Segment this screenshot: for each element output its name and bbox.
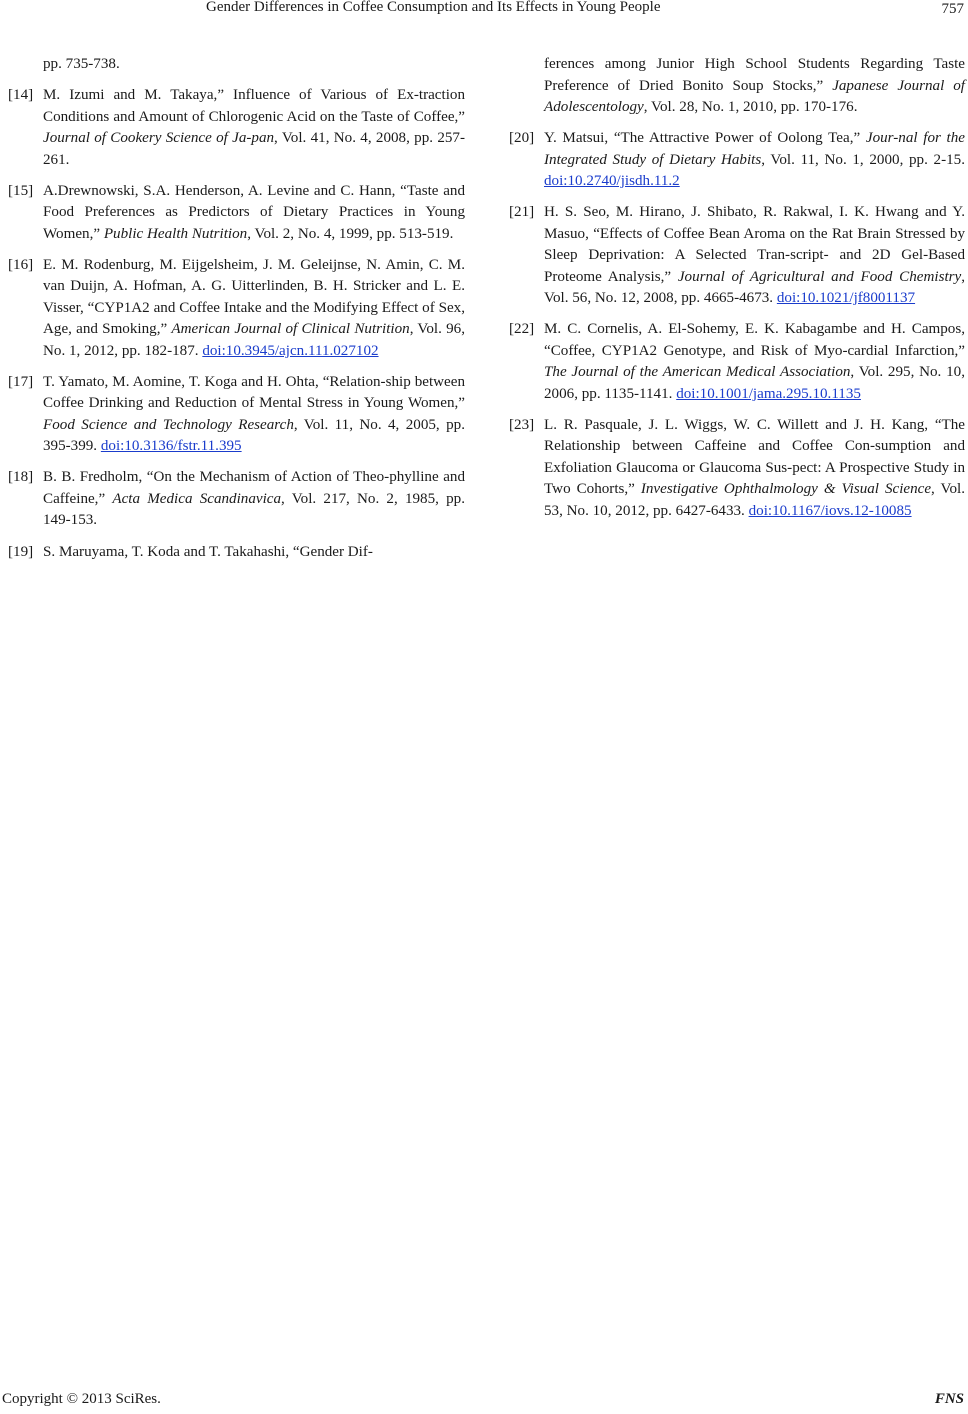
reference-text: , Vol. 11, No. 1, 2000, pp. 2-15. [761,151,965,168]
reference-text: , Vol. 96, No. 1, 2012, pp. 182-187. [43,321,465,359]
reference-text: E. M. Rodenburg, M. Eijgelsheim, J. M. Geleijnse, N. Amin, C. M. van Duijn, A. Hofman, A. G. Uitterlinden, B. H. Stricker and L. E. Visser, “CYP1A2 and Coffee Intake and the Modifying Effect of Sex, Age, and Smoking,” [43,256,465,338]
copyright-notice: Copyright © 2013 SciRes. [2,1391,161,1407]
reference-text: A.Drewnowski, S.A. Henderson, A. Levine and C. Hann, “Taste and Food Preferences as Predictors of Dietary Practices in Young Women,” [43,182,465,242]
journal-name: Food Science and Technology Research [43,416,294,433]
doi-link[interactable]: doi:10.1001/jama.295.10.1135 [676,385,861,402]
reference-text: , Vol. 11, No. 4, 2005, pp. 395-399. [43,416,465,455]
doi-link[interactable]: doi:10.1167/iovs.12-10085 [748,502,912,519]
reference-entry [8,542,465,564]
reference-text: , Vol. 41, No. 4, 2008, pp. 257-261. [43,130,465,168]
reference-text: pp. 735-738. [43,56,120,72]
journal-name: Investigative Ophthalmology & Visual Science [640,481,932,498]
reference-text: , Vol. 2, No. 4, 1999, pp. 513-519. [247,225,454,242]
reference-entry [509,202,965,310]
reference-number: [18] [8,469,34,486]
reference-number: [15] [8,182,34,199]
reference-entry [8,467,465,532]
reference-text: , Vol. 28, No. 1, 2010, pp. 170-176. [643,99,858,115]
reference-text: , Vol. 217, No. 2, 1985, pp. 149-153. [43,490,465,529]
reference-text: S. Maruyama, T. Koda and T. Takahashi, “Gender Dif- [43,543,373,560]
reference-number: [22] [509,321,535,338]
reference-number: [17] [8,373,34,390]
journal-name: Journal of Cookery Science of Ja-pan [43,130,275,147]
reference-text: B. B. Fredholm, “On the Mechanism of Action of Theo-phylline and Caffeine,” [43,469,465,507]
running-title: Gender Differences in Coffee Consumption and Its Effects in Young People [206,0,661,15]
journal-abbreviation: FNS [934,1391,964,1407]
reference-number: [19] [8,543,34,560]
reference-entry [509,319,965,405]
doi-link[interactable]: doi:10.2740/jisdh.11.2 [544,173,680,190]
journal-name: Jour-nal for the Integrated Study of Dietary Habits [544,130,966,168]
reference-text: M. Izumi and M. Takaya,” Influence of Various of Ex-traction Conditions and Amount of Chlorogenic Acid on the Taste of Coffee,” [43,87,465,125]
reference-text: L. R. Pasquale, J. L. Wiggs, W. C. Willett and J. H. Kang, “The Relationship between Caffeine and Coffee Con-sumption and Exfoliation Glaucoma or Glaucoma Sus-pect: A Prospective Study in Two Cohorts,” [544,416,965,498]
reference-text: T. Yamato, M. Aomine, T. Koga and H. Ohta, “Relation-ship between Coffee Drinking and Reduction of Mental Stress in Young Women,” [43,373,465,412]
reference-text: , Vol. 295, No. 10, 2006, pp. 1135-1141. [544,364,965,402]
page-number: 757 [941,1,964,17]
reference-number: [23] [509,416,535,433]
journal-name: Public Health Nutrition [103,225,248,242]
reference-number: [21] [509,204,535,221]
reference-text: H. S. Seo, M. Hirano, J. Shibato, R. Rakwal, I. K. Hwang and Y. Masuo, “Effects of Coffee Bean Aroma on the Rat Brain Stressed by Sleep Deprivation: A Selected Tran-script- and 2D Gel-Based Proteome Analysis,” [544,204,965,285]
reference-entry [8,85,465,171]
reference-text: , Vol. 53, No. 10, 2012, pp. 6427-6433. [544,481,965,519]
reference-entry [8,255,465,363]
reference-entry [509,54,965,119]
page-footer [0,1390,968,1414]
references-right-column [509,54,965,532]
page-header [0,0,968,22]
reference-text: Y. Matsui, “The Attractive Power of Oolong Tea,” [544,130,866,147]
reference-entry [509,128,965,193]
doi-link[interactable]: doi:10.3136/fstr.11.395 [100,438,242,455]
doi-link[interactable]: doi:10.3945/ajcn.111.027102 [202,342,379,359]
journal-name: Journal of Agricultural and Food Chemistry [677,268,962,285]
reference-entry [509,415,965,523]
journal-name: Acta Medica Scandinavica [112,490,282,507]
reference-number: [20] [509,130,535,147]
reference-number: [14] [8,87,34,104]
journal-name: American Journal of Clinical Nutrition [171,321,410,338]
reference-number: [16] [8,256,34,273]
reference-entry [8,372,465,458]
reference-text: , Vol. 56, No. 12, 2008, pp. 4665-4673. [544,268,965,307]
reference-entry [8,54,465,76]
reference-entry [8,181,465,246]
doi-link[interactable]: doi:10.1021/jf8001137 [776,290,916,307]
references-left-column [8,54,465,573]
reference-text: M. C. Cornelis, A. El-Sohemy, E. K. Kabagambe and H. Campos, “Coffee, CYP1A2 Genotype, and Risk of Myo-cardial Infarction,” [544,321,965,359]
journal-name: The Journal of the American Medical Association [544,364,851,381]
journal-name: Japanese Journal of Adolescentology [544,77,965,115]
reference-text: ferences among Junior High School Students Regarding Taste Preference of Dried Bonito Soup Stocks,” [544,56,965,94]
